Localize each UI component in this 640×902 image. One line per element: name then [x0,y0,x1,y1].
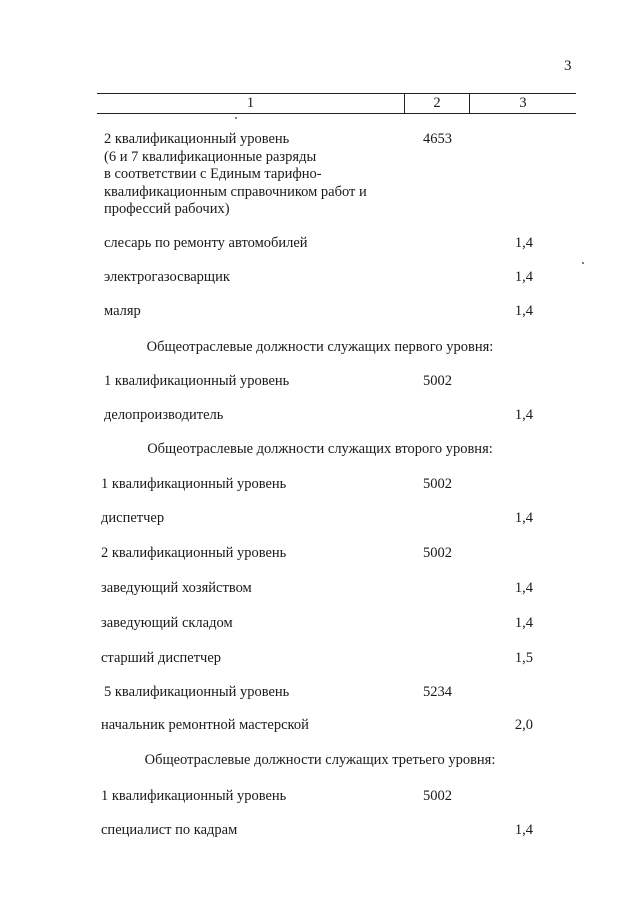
qualification-level: 2 квалификационный уровень [104,131,290,147]
qualification-level: 1 квалификационный уровень [104,373,290,389]
coefficient: 1,4 [514,269,533,285]
position-name: слесарь по ремонту автомобилей [104,235,308,251]
salary-code: 5002 [423,788,452,804]
qualification-group-block [104,131,367,219]
scan-speck [582,262,584,264]
group-note-line: профессий рабочих) [104,201,230,217]
scan-speck [235,117,237,119]
coefficient: 2,0 [514,717,533,733]
coefficient: 1,4 [514,407,533,423]
position-name: диспетчер [101,510,165,526]
position-name: маляр [104,303,141,319]
position-name: специалист по кадрам [101,822,238,838]
position-name: заведующий хозяйством [101,580,252,596]
coefficient: 1,4 [514,510,533,526]
table-row [0,580,640,600]
section-heading: Общеотраслевые должности служащих первого уровня: [146,339,494,355]
position-name: электрогазосварщик [104,269,230,285]
table-row [0,684,640,704]
position-name: старший диспетчер [101,650,222,666]
page-number: 3 [564,58,572,74]
table-row [0,373,640,393]
coefficient: 1,5 [514,650,533,666]
header-col-3: 3 [519,95,527,111]
qualification-level: 1 квалификационный уровень [101,476,287,492]
section-heading: Общеотраслевые должности служащих второго уровня: [147,441,493,457]
group-note-line: в соответствии с Единым тарифно- [104,166,322,182]
qualification-level: 5 квалификационный уровень [104,684,290,700]
table-row [0,269,640,289]
header-col-2: 2 [433,95,441,111]
salary-code: 5234 [423,684,452,700]
salary-code: 5002 [423,545,452,561]
table-row [0,650,640,670]
coefficient: 1,4 [514,235,533,251]
position-name: заведующий складом [101,615,233,631]
table-row [0,788,640,808]
qualification-level: 2 квалификационный уровень [101,545,287,561]
header-col-1: 1 [246,95,255,111]
table-row [0,545,640,565]
header-bottom-border [97,113,576,114]
salary-code: 5002 [423,373,452,389]
group-note-line: (6 и 7 квалификационные разряды [104,148,317,165]
table-row [0,476,640,496]
table-row [0,510,640,530]
table-row [0,407,640,427]
coefficient: 1,4 [514,822,533,838]
table-row [0,822,640,842]
group-note-line: квалификационным справочником работ и [104,183,367,200]
table-row [0,303,640,323]
coefficient: 1,4 [514,303,533,319]
section-heading: Общеотраслевые должности служащих третьего уровня: [144,752,496,768]
table-row [0,235,640,255]
table-row [0,615,640,635]
salary-code: 5002 [423,476,452,492]
coefficient: 1,4 [514,580,533,596]
salary-code: 4653 [423,131,452,147]
coefficient: 1,4 [514,615,533,631]
position-name: начальник ремонтной мастерской [101,717,309,733]
qualification-level: 1 квалификационный уровень [101,788,287,804]
table-row [0,717,640,737]
header-top-border [97,93,576,94]
position-name: делопроизводитель [104,407,224,423]
